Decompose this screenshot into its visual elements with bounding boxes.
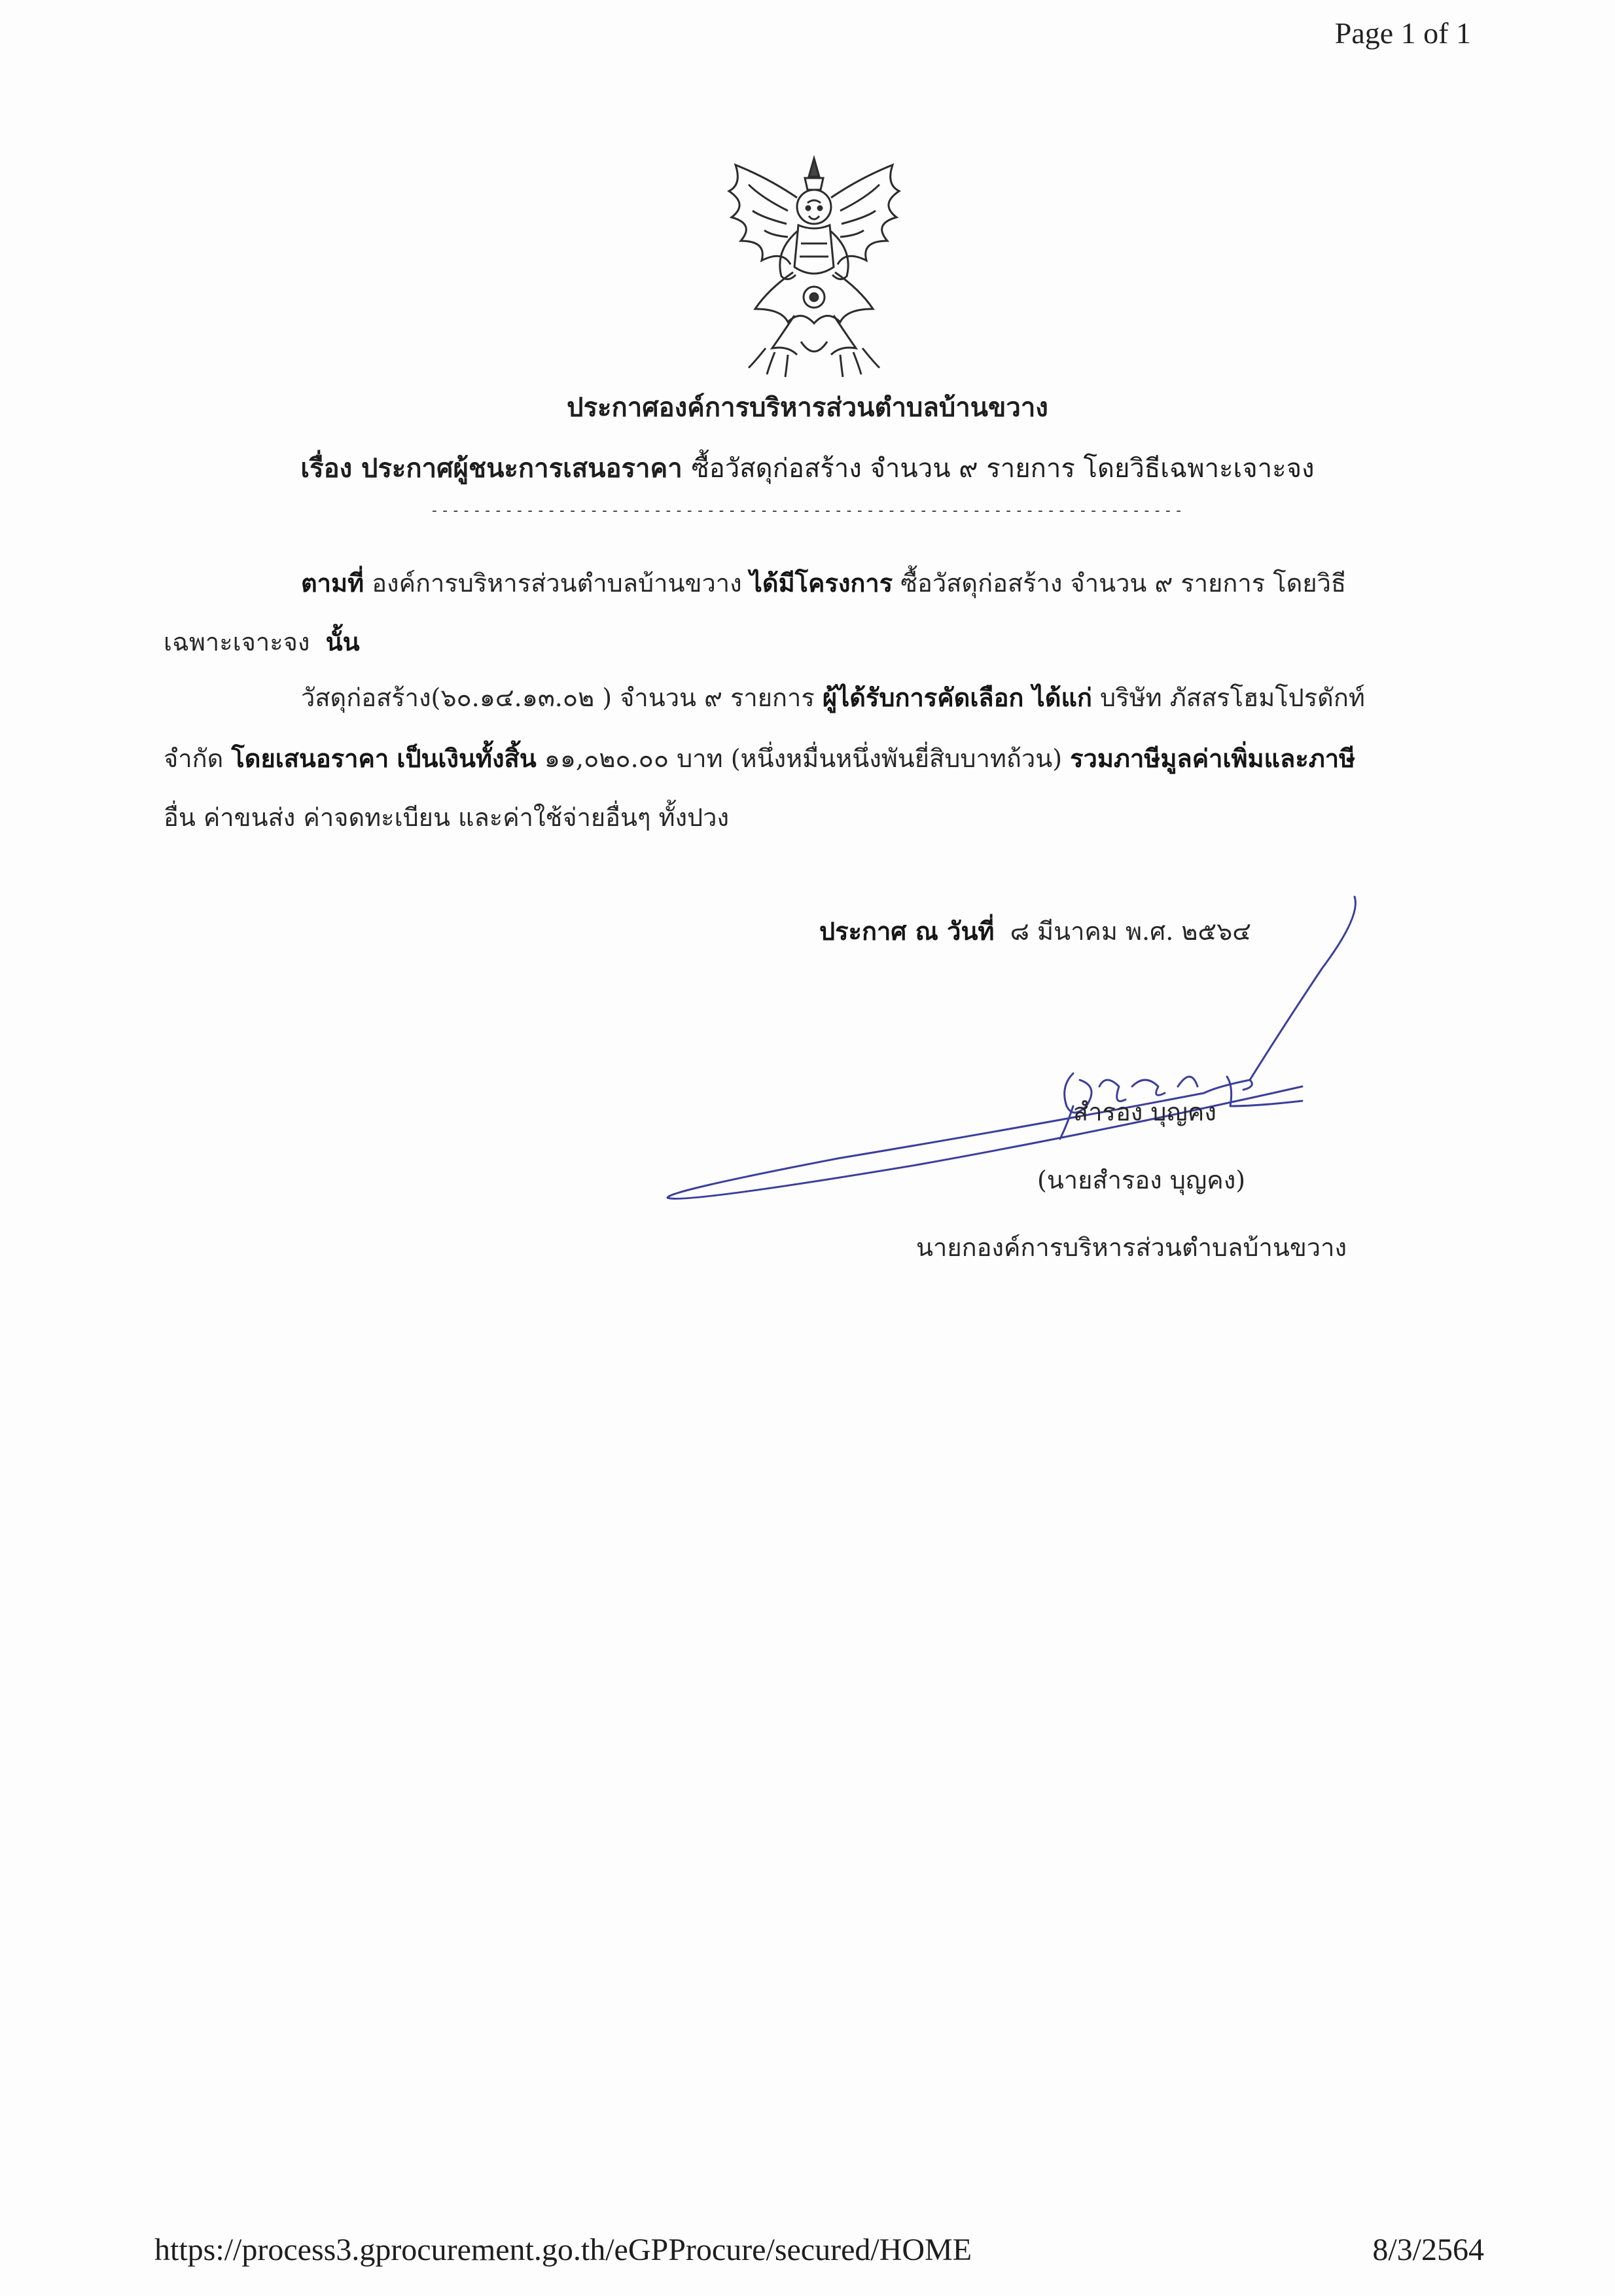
separator-line: ----------------------------------------------------------------------- [430, 503, 1185, 519]
company-name-cont: จำกัด [164, 744, 224, 773]
subject-label: เรื่อง ประกาศผู้ชนะการเสนอราคา [300, 453, 683, 484]
project-label: ได้มีโครงการ [749, 568, 893, 598]
lead-label: ตามที่ [301, 568, 364, 598]
paragraph-1-line-1 [301, 563, 1346, 603]
amount-text: ๑๑,๐๒๐.๐๐ บาท (หนึ่งหมื่นหนึ่งพันยี่สิบบาทถ้วน) [544, 744, 1063, 773]
paragraph-end-word: นั้น [325, 627, 360, 656]
document-subject [0, 447, 1615, 489]
paragraph-1-line-2 [164, 622, 360, 662]
paragraph-2-line-3: อื่น ค่าขนส่ง ค่าจดทะเบียน และค่าใช้จ่ายอื่นๆ ทั้งปวง [164, 803, 730, 832]
announcement-date: ๘ มีนาคม พ.ศ. ๒๕๖๔ [1010, 917, 1252, 946]
paragraph-2-line-2 [164, 738, 1355, 778]
item-text: วัสดุก่อสร้าง(๖๐.๑๔.๑๓.๐๒ ) จำนวน ๙ รายการ [301, 683, 815, 712]
organization-name: องค์การบริหารส่วนตำบลบ้านขวาง [372, 569, 742, 598]
offer-label: โดยเสนอราคา [231, 744, 389, 773]
subject-text: ซื้อวัสดุก่อสร้าง จำนวน ๙ รายการ โดยวิธีเฉพาะเจาะจง [691, 454, 1315, 484]
signer-full-name: (นายสำรอง บุญคง) [1037, 1166, 1246, 1194]
document-title: ประกาศองค์การบริหารส่วนตำบลบ้านขวาง [567, 392, 1048, 423]
tax-text: รวมภาษีมูลค่าเพิ่มและภาษี [1070, 744, 1356, 773]
signer-short-name: สำรอง บุญคง [1073, 1098, 1216, 1126]
company-name: บริษัท ภัสสรโฮมโปรดักท์ [1100, 683, 1365, 712]
selected-label: ผู้ได้รับการคัดเลือก ได้แก่ [822, 683, 1092, 712]
footer-date: 8/3/2564 [1372, 2233, 1484, 2267]
footer-url: https://process3.gprocurement.go.th/eGPProcure/secured/HOME [154, 2233, 972, 2267]
total-label: เป็นเงินทั้งสิ้น [397, 744, 537, 773]
paragraph-2-line-1 [301, 677, 1365, 717]
project-text: ซื้อวัสดุก่อสร้าง จำนวน ๙ รายการ โดยวิธี [900, 569, 1347, 598]
page-number: Page 1 of 1 [1334, 16, 1471, 50]
announcement-label: ประกาศ ณ วันที่ [819, 916, 995, 946]
method-text: เฉพาะเจาะจง [164, 628, 310, 656]
signer-position: นายกองค์การบริหารส่วนตำบลบ้านขวาง [916, 1233, 1347, 1262]
handwritten-signature [641, 890, 1413, 1217]
garuda-emblem-icon [709, 152, 919, 381]
